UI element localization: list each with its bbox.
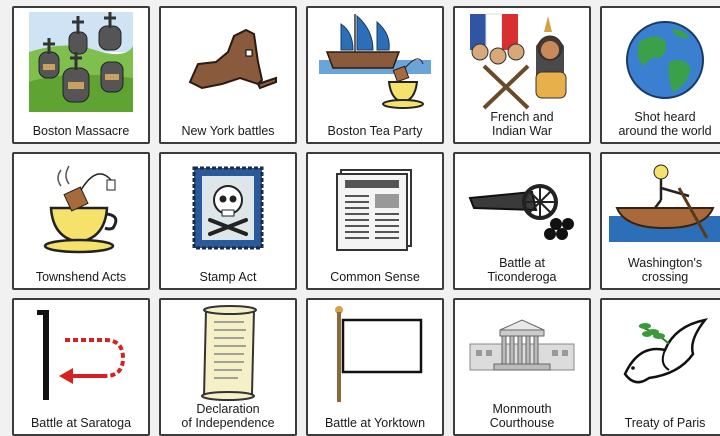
- globe-icon: [602, 12, 720, 112]
- white-flag-icon: [308, 304, 442, 404]
- card-washingtons-crossing[interactable]: [600, 152, 720, 290]
- card-label: Townshend Acts: [35, 270, 127, 284]
- ship-and-tea-icon: [308, 12, 442, 112]
- scroll-icon: [161, 304, 295, 404]
- courthouse-icon: [455, 304, 589, 404]
- card-label: Battle at Saratoga: [30, 416, 132, 430]
- card-battle-at-saratoga[interactable]: [12, 298, 150, 436]
- card-label: Boston Massacre: [32, 124, 130, 138]
- card-boston-massacre[interactable]: [12, 6, 150, 144]
- card-battle-at-ticonderoga[interactable]: [453, 152, 591, 290]
- turn-around-arrow-icon: [14, 304, 148, 404]
- card-label: Boston Tea Party: [327, 124, 423, 138]
- card-battle-at-yorktown[interactable]: [306, 298, 444, 436]
- card-common-sense[interactable]: [306, 152, 444, 290]
- card-label: Monmouth Courthouse: [489, 402, 555, 430]
- skull-stamp-icon: [161, 158, 295, 258]
- peace-dove-icon: [602, 304, 720, 404]
- card-shot-heard-around-the-world[interactable]: [600, 6, 720, 144]
- card-boston-tea-party[interactable]: [306, 6, 444, 144]
- card-monmouth-courthouse[interactable]: [453, 298, 591, 436]
- card-label: Washington's crossing: [627, 256, 703, 284]
- rowboat-icon: [602, 158, 720, 258]
- graveyard-icon: [14, 12, 148, 112]
- card-label: Common Sense: [330, 270, 420, 284]
- card-label: French and Indian War: [490, 110, 554, 138]
- card-label: Shot heard around the world: [618, 110, 712, 138]
- card-declaration-of-independence[interactable]: [159, 298, 297, 436]
- card-new-york-battles[interactable]: [159, 6, 297, 144]
- card-treaty-of-paris[interactable]: [600, 298, 720, 436]
- card-label: Declaration of Independence: [181, 402, 275, 430]
- card-label: Battle at Yorktown: [324, 416, 426, 430]
- card-label: Stamp Act: [199, 270, 257, 284]
- card-label: New York battles: [181, 124, 275, 138]
- card-french-indian-war[interactable]: [453, 6, 591, 144]
- card-stamp-act[interactable]: [159, 152, 297, 290]
- card-townshend-acts[interactable]: [12, 152, 150, 290]
- cannon-icon: [455, 158, 589, 258]
- newspaper-icon: [308, 158, 442, 258]
- card-label: Battle at Ticonderoga: [487, 256, 557, 284]
- french-indian-war-icon: [455, 12, 589, 112]
- teacup-icon: [14, 158, 148, 258]
- card-label: Treaty of Paris: [624, 416, 706, 430]
- new-york-map-icon: [161, 12, 295, 112]
